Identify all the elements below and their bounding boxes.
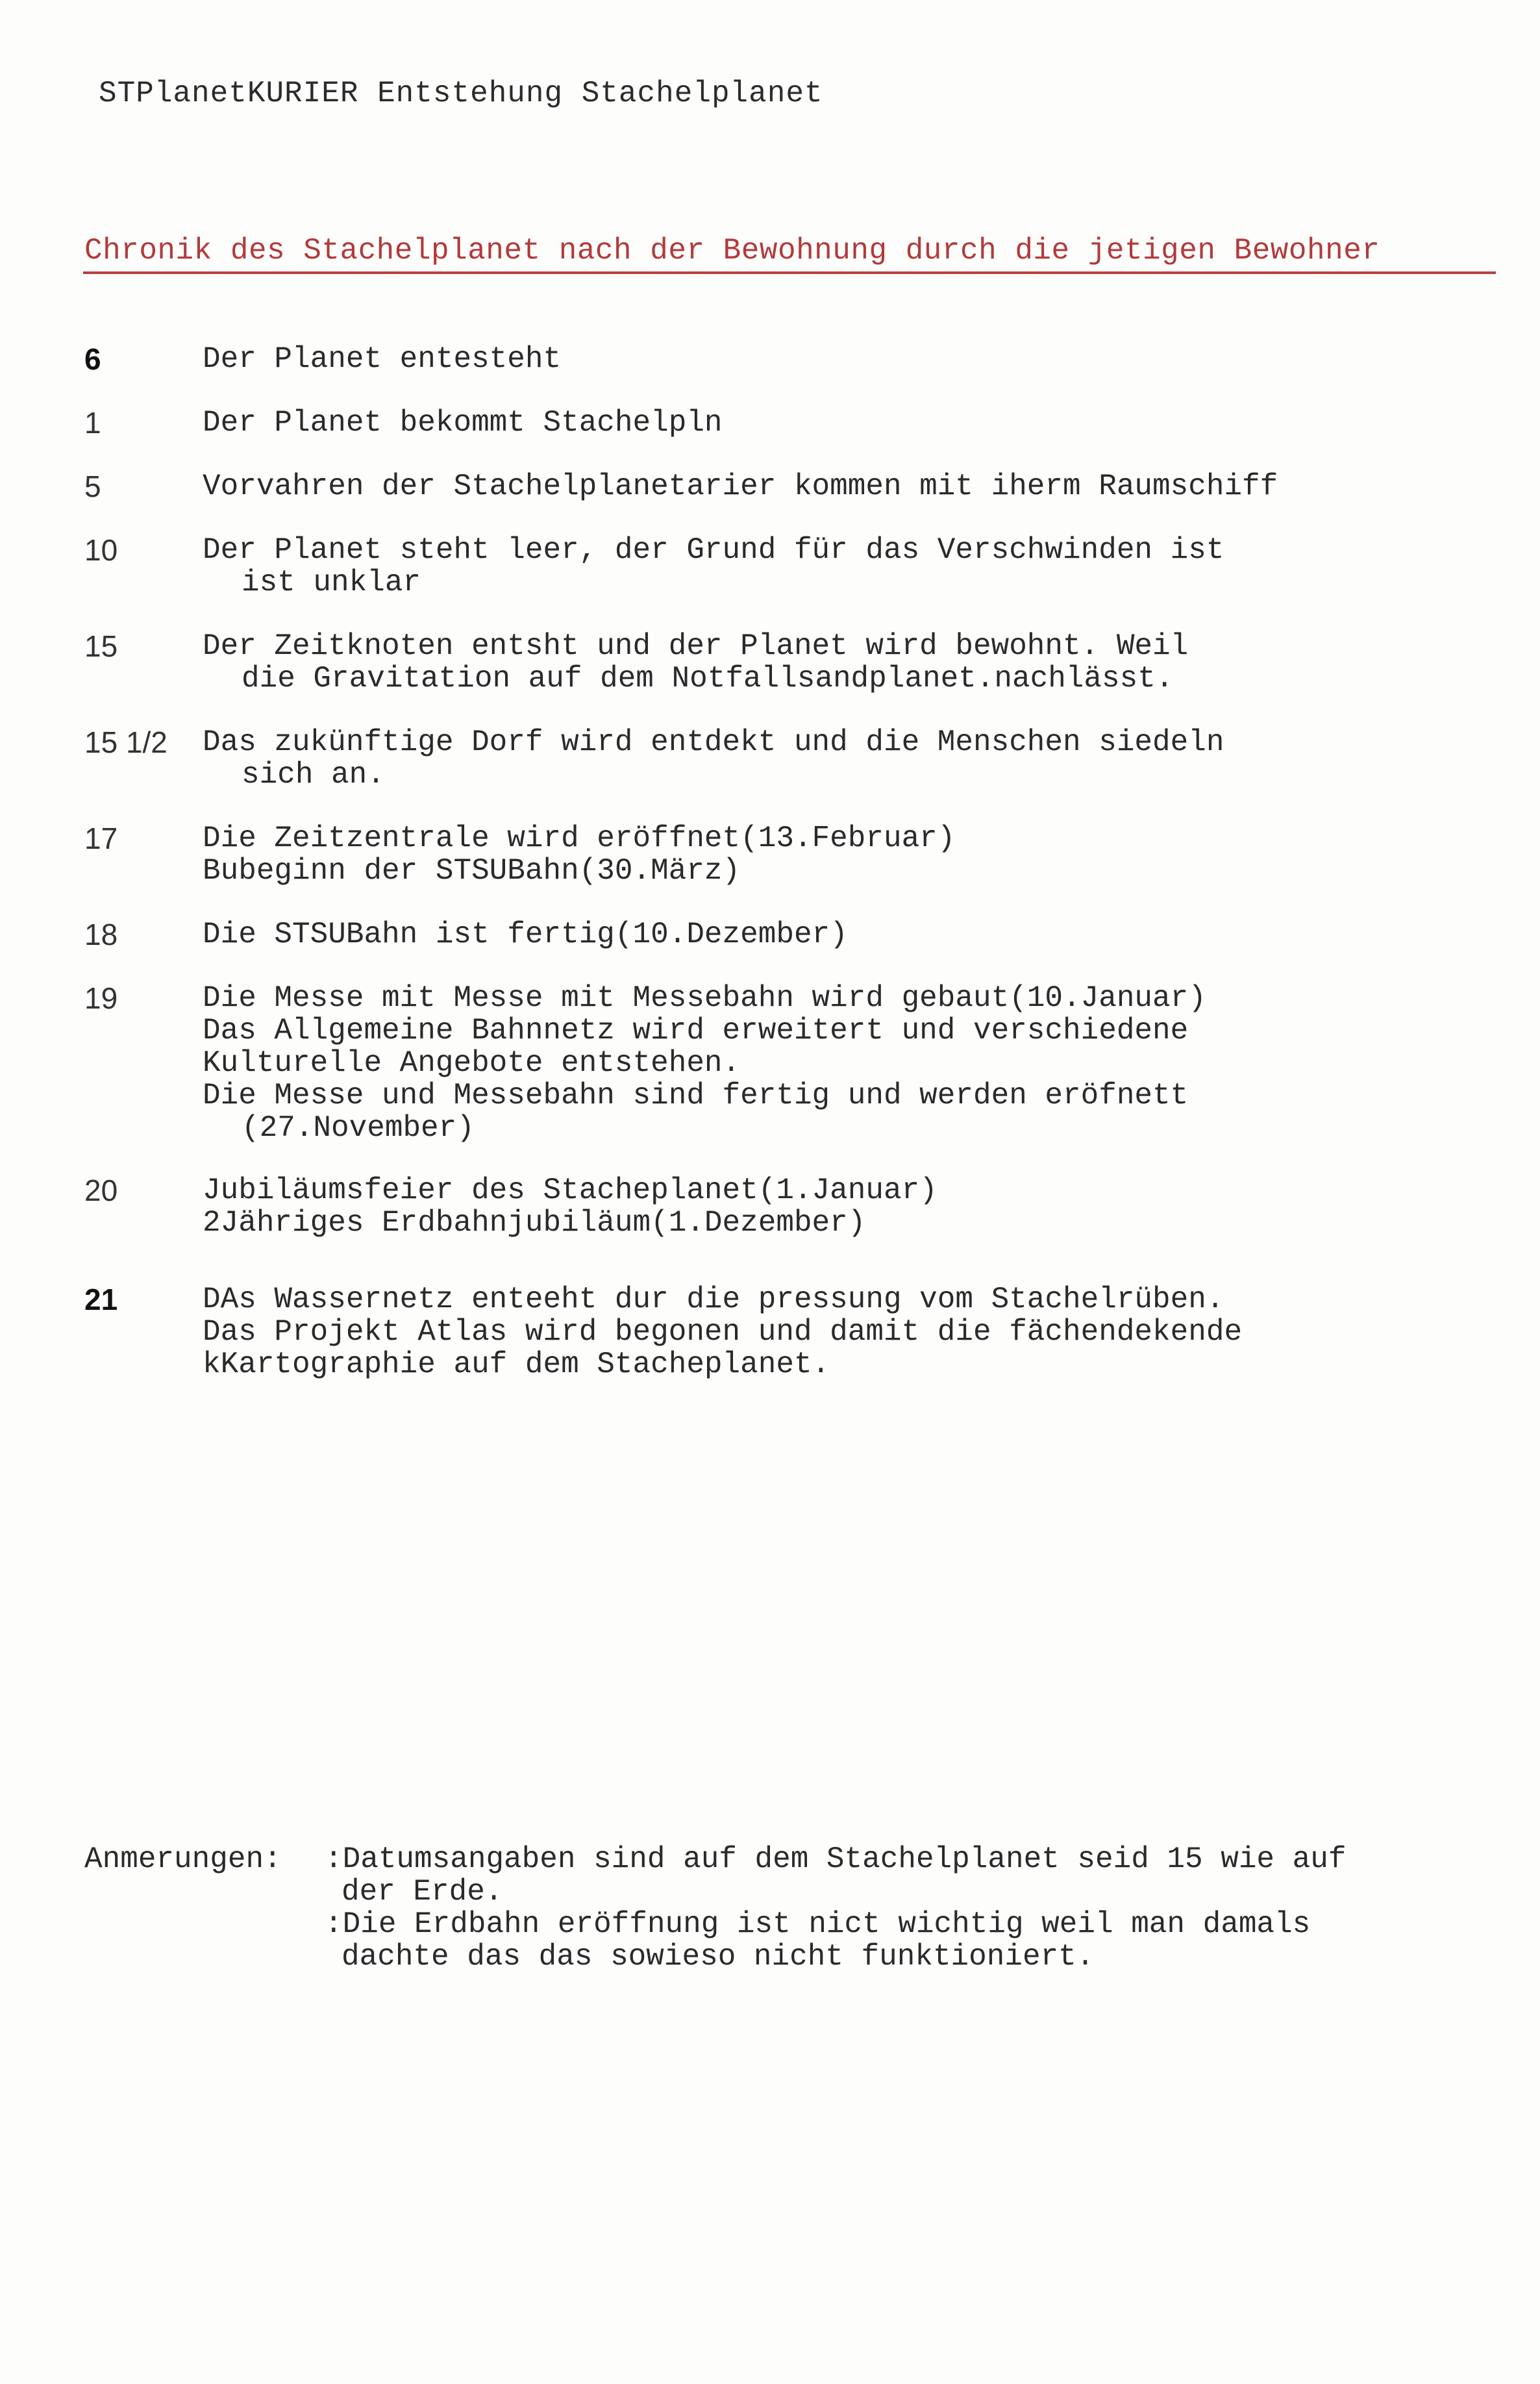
entry-year: 19 <box>84 981 118 1015</box>
entry-line: Die Zeitzentrale wird eröffnet(13.Februar) <box>203 822 956 855</box>
entry-text <box>203 534 1224 599</box>
entry-text <box>203 726 1224 791</box>
entry-line: Der Zeitknoten entsht und der Planet wird bewohnt. Weil <box>203 629 1189 663</box>
entry-line: (27.November) <box>242 1111 475 1145</box>
title-underline <box>83 271 1496 274</box>
entry-line: Der Planet steht leer, der Grund für das Verschwinden ist <box>203 533 1224 567</box>
entry-line: Der Planet entesteht <box>203 342 562 376</box>
entry-line: Der Planet bekommt Stachelpln <box>203 406 723 440</box>
document-header: STPlanetKURIER Entstehung Stachelplanet <box>99 77 823 110</box>
entry-line: Das Allgemeine Bahnnetz wird erweitert und verschiedene <box>203 1014 1189 1048</box>
entry-text <box>203 1174 938 1239</box>
entry-line: ist unklar <box>242 566 421 599</box>
entry-text <box>203 1283 1242 1381</box>
entry-text <box>203 630 1188 695</box>
entry-line: kKartographie auf dem Stacheplanet. <box>203 1348 830 1381</box>
entry-text <box>203 343 561 375</box>
note-line: :Die Erdbahn eröffnung ist nict wichtig weil man damals <box>325 1907 1311 1941</box>
entry-year: 6 <box>84 342 101 376</box>
entry-line: 2Jähriges Erdbahnjubiläum(1.Dezember) <box>203 1206 866 1240</box>
entry-text <box>203 470 1278 503</box>
entry-line: Die Messe und Messebahn sind fertig und werden eröfnett <box>203 1079 1189 1112</box>
note-line: dachte das das sowieso nicht funktioniert. <box>342 1940 1095 1974</box>
entry-text <box>203 822 955 887</box>
entry-text <box>203 918 848 951</box>
entry-line: Die Messe mit Messe mit Messebahn wird gebaut(10.Januar) <box>203 981 1206 1015</box>
entry-year: 1 <box>84 406 101 440</box>
entry-year: 21 <box>84 1283 118 1316</box>
entry-line: Die STSUBahn ist fertig(10.Dezember) <box>203 918 848 951</box>
entry-line: Bubeginn der STSUBahn(30.März) <box>203 854 741 888</box>
note-line: :Datumsangaben sind auf dem Stachelplanet seid 15 wie auf <box>325 1842 1347 1876</box>
entry-year: 17 <box>84 822 118 855</box>
entry-line: Das zukünftige Dorf wird entdekt und die Menschen siedeln <box>203 725 1224 759</box>
entry-text <box>203 982 1206 1144</box>
entry-line: Vorvahren der Stachelplanetarier kommen mit iherm Raumschiff <box>203 470 1278 503</box>
entry-year: 10 <box>84 533 118 567</box>
entry-year: 20 <box>84 1173 118 1207</box>
entry-year: 18 <box>84 918 118 951</box>
chronik-title: Chronik des Stachelplanet nach der Bewohnung durch die jetigen Bewohner <box>84 234 1380 268</box>
entry-line: Jubiläumsfeier des Stacheplanet(1.Januar) <box>203 1173 938 1207</box>
entry-line: sich an. <box>242 758 385 792</box>
entry-year: 15 <box>84 629 118 663</box>
note-line: der Erde. <box>342 1875 503 1909</box>
entry-line: Kulturelle Angebote entstehen. <box>203 1046 741 1080</box>
entry-year: 15 1/2 <box>84 725 168 759</box>
notes-label: Anmerungen: <box>84 1842 282 1876</box>
entry-line: Das Projekt Atlas wird begonen und damit die fächendekende <box>203 1315 1243 1349</box>
entry-line: die Gravitation auf dem Notfallsandplanet.nachlässt. <box>242 662 1174 696</box>
notes-body <box>325 1843 1346 1973</box>
entry-text <box>203 407 723 439</box>
entry-line: DAs Wassernetz enteeht dur die pressung vom Stachelrüben. <box>203 1283 1224 1316</box>
entry-year: 5 <box>84 470 101 503</box>
